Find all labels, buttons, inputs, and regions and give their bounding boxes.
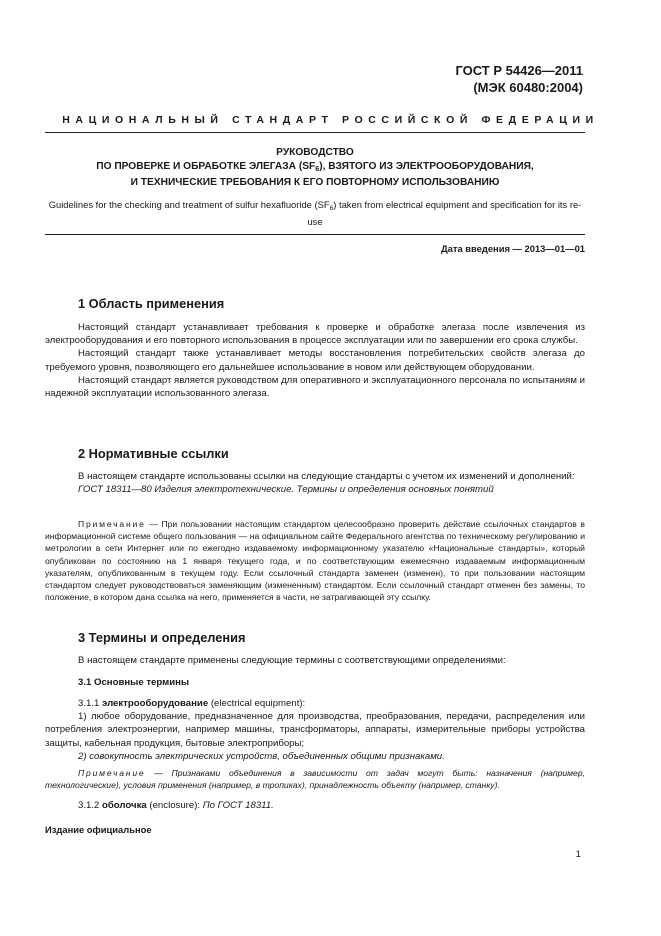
section-3-intro xyxy=(45,654,585,667)
header-rule xyxy=(45,132,585,133)
term-3-1-2-reference: По ГОСТ 18311. xyxy=(202,800,274,811)
section-1-paragraph-3: Настоящий стандарт является руководством для оперативного и эксплуатационного персонала по испытаниям и надежной эксплуатации использованного элегаза. xyxy=(45,374,585,400)
gost-number: ГОСТ Р 54426—2011 xyxy=(455,63,583,78)
term-3-1-2 xyxy=(45,799,585,812)
title-line-2 xyxy=(45,160,585,176)
section-1-heading: 1 Область применения xyxy=(78,296,225,311)
section-2-note-paragraph xyxy=(45,518,585,603)
term-3-1-1-number: 3.1.1 xyxy=(78,698,103,709)
term-3-1-1 xyxy=(45,697,585,763)
note-2-text: — Признаками объединения в зависимости от задач могут быть: назначения (например, технологические), условия применения (например, в тропиках), принадлежность объекту (например, станку). xyxy=(45,768,585,791)
section-1-text xyxy=(45,321,585,400)
section-2-note xyxy=(45,518,585,603)
normative-reference: ГОСТ 18311—80 Изделия электротехнические. Термины и определения основных понятий xyxy=(78,484,494,496)
section-3-heading: 3 Термины и определения xyxy=(78,630,246,645)
page-number: 1 xyxy=(575,849,581,860)
title-line-3: И ТЕХНИЧЕСКИЕ ТРЕБОВАНИЯ К ЕГО ПОВТОРНОМУ ИСПОЛЬЗОВАНИЮ xyxy=(130,177,500,188)
term-3-1-2-english: (enclosure): xyxy=(146,800,203,811)
english-title xyxy=(45,198,585,228)
english-title-subscript: 6 xyxy=(329,205,334,212)
section-2-heading: 2 Нормативные ссылки xyxy=(78,446,229,461)
section-1-paragraph-1: Настоящий стандарт устанавливает требования к проверке и обработке элегаза после извлечения из электрооборудования и его повторного использования в процессе эксплуатации или по завершении его срока службы. xyxy=(45,322,585,347)
note-2-label: Примечание xyxy=(78,768,146,778)
section-2-paragraph-1: В настоящем стандарте использованы ссылки на следующие стандарты с учетом их изменений и дополнений: xyxy=(78,471,575,482)
section-1-paragraph-2: Настоящий стандарт также устанавливает методы восстановления потребительских свойств элегаза до требуемого уровня, позволяющего его дальнейшее использование в новом или действующем оборудовании. xyxy=(45,348,585,373)
introduction-date: Дата введения — 2013—01—01 xyxy=(440,243,585,254)
term-3-1-1-note-paragraph xyxy=(45,767,585,791)
official-edition-label: Издание официальное xyxy=(45,824,152,835)
document-title xyxy=(45,146,585,190)
national-standard-banner: НАЦИОНАЛЬНЫЙ СТАНДАРТ РОССИЙСКОЙ ФЕДЕРАЦИИ xyxy=(62,114,599,126)
title-line-2-subscript: 6 xyxy=(315,165,320,173)
document-id xyxy=(455,62,583,96)
title-line-2-part-a: ПО ПРОВЕРКЕ И ОБРАБОТКЕ ЭЛЕГАЗА (SF xyxy=(96,161,316,172)
term-3-1-1-note xyxy=(45,767,585,791)
note-text: — При пользовании настоящим стандартом целесообразно проверить действие ссылочных стандартов в информационной системе общего пользования — на официальном сайте Федерального агентства по техническому регулированию и метрологии в сети Интернет или по ежегодно издаваемому информационному указателю «Национальные стандарты», который опубликован по состоянию на 1 января текущего года, и по соответствующим ежемесячно издаваемым информационным указателям, опубликованным в текущем году. Если ссылочный стандарта заменен (изменен), то при пользовании настоящим стандартом следует руководствоваться заменяющим (измененным) стандартом. Если ссылочный стандарт отменен без замены, то положение, в котором дана ссылка на него, применяется в части, не затрагивающей эту ссылку. xyxy=(45,519,585,603)
title-line-1: РУКОВОДСТВО xyxy=(276,147,354,158)
section-2-text xyxy=(45,470,585,496)
term-3-1-1-header xyxy=(45,697,585,710)
section-3-paragraph-1: В настоящем стандарте применены следующие термины с соответствующими определениями: xyxy=(78,655,506,666)
english-title-part-a: Guidelines for the checking and treatment of sulfur hexafluoride (SF xyxy=(48,199,330,210)
english-title-part-b: ) taken from electrical equipment and specification for its re-use xyxy=(307,199,582,227)
term-3-1-2-number: 3.1.2 xyxy=(78,800,103,811)
term-3-1-1-term: электрооборудование xyxy=(102,698,209,709)
note-label: Примечание xyxy=(78,519,146,529)
iec-number: (МЭК 60480:2004) xyxy=(473,80,583,95)
term-3-1-2-line xyxy=(45,799,585,812)
term-3-1-1-english: (electrical equipment): xyxy=(208,698,306,709)
title-line-2-part-b: ), ВЗЯТОГО ИЗ ЭЛЕКТРООБОРУДОВАНИЯ, xyxy=(319,161,534,172)
term-3-1-2-term: оболочка xyxy=(102,800,147,811)
term-3-1-1-definition-2: 2) совокупность электрических устройств, объединенных общими признаками. xyxy=(78,750,445,762)
subsection-3-1-heading: 3.1 Основные термины xyxy=(78,677,190,688)
title-rule xyxy=(45,234,585,235)
term-3-1-1-definition-1: 1) любое оборудование, предназначенное для производства, преобразования, передачи, распределения или потребления электроэнергии, например машины, трансформаторы, аппараты, измерительные приборы устройства защиты, кабельная продукция, бытовые электроприборы; xyxy=(45,711,585,749)
